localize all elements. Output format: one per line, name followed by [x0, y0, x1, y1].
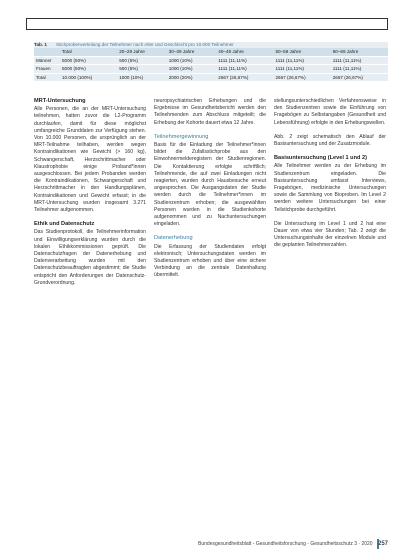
paragraph: Alle Personen, die an der MRT-Untersuchung teilnehmen, hatten zuvor die L2-Programm durchlaufen, damit für diese möglichst umfangreiche Grunddaten zur Verfügung stehen. Von 10.000 Personen, die ursprünglich an der MRT-Teilnahme teilhaben, werden wegen Kontraindikationen wie Gewicht (> 160 kg), Schwangerschaft, Herzschrittmacher oder Klaustrophobie einige Proband*innen ausgeschlossen. Bei jedem Probanden werden die Kontraindikationen, Schwangerschaft und Herzschrittmacher in den Handlungsplänen, Kontraindikationen und Gewicht erfasst; in die MRT-Untersuchung wurden insgesamt 3.271 Teilnehmer aufgenommen. — [34, 106, 146, 214]
table-cell: 1111 (11,11%) — [274, 56, 331, 65]
page-footer — [0, 541, 388, 547]
page-number: 257 — [377, 541, 388, 547]
table-cell: Total — [34, 73, 60, 82]
paragraph: stellungsunterschiedlichen Verfahrensweise in den Studienzentren sowie die Einführung von Fragebögen zu Selbstangaben (Gesundheit und Lebensführung) erfolgte in den Erhebungswellen. — [274, 98, 386, 126]
table-header-cell: 40–49 Jahre — [216, 48, 273, 56]
table-cell: 1000 (10%) — [167, 56, 217, 65]
table-cell: 2667 (26,67%) — [216, 73, 273, 82]
section-heading: Basisuntersuchung (Level 1 und 2) — [274, 155, 367, 162]
table-label: Tab. 1 — [34, 42, 47, 47]
table-header-row — [34, 48, 388, 56]
paragraph: Die Erfassung der Studiendaten erfolgt elektronisch; Untersuchungsdaten werden im Studienzentrum erhoben und über eine sichere Verbindung an die zentrale Datenhaltung übermittelt. — [154, 243, 266, 279]
table-header-cell: 50–59 Jahre — [274, 48, 331, 56]
table-cell: 1111 (11,11%) — [216, 65, 273, 74]
paragraph: Abb. 2 zeigt schematisch den Ablauf der Basisuntersuchung und der Zusatzmodule. — [274, 133, 386, 148]
table-cell: 1111 (11,11%) — [331, 65, 388, 74]
column-2 — [154, 98, 266, 530]
table-cell: Frauen — [34, 65, 60, 74]
table-cell: 1111 (11,11%) — [331, 56, 388, 65]
table-header-cell — [34, 48, 60, 56]
table-cell: 2667 (26,67%) — [274, 73, 331, 82]
journal-line: Bundesgesundheitsblatt - Gesundheitsforschung - Gesundheitsschutz 3 · 2020 — [198, 541, 373, 547]
section-heading: Teilnehmergewinnung — [154, 133, 209, 140]
paragraph: Alle Teilnehmer werden zu der Erhebung im Studienzentrum eingeladen. Die Basisuntersuchung umfasst Interviews, Fragebögen, medizinische Untersuchungen sowie die Sammlung von Bioproben. Im Level 2 werden weitere Untersuchungen bei einer Teilstichprobe durchgeführt. — [274, 163, 386, 213]
body-columns — [34, 98, 388, 530]
table-row — [34, 56, 388, 65]
column-3 — [274, 98, 386, 530]
table-row — [34, 73, 388, 82]
column-1 — [34, 98, 146, 530]
table-header-cell: 30–39 Jahre — [167, 48, 217, 56]
table-cell: 500 (5%) — [117, 56, 167, 65]
table-cell: 10.000 (100%) — [60, 73, 117, 82]
table-caption-text: Stichprobenverteilung der Teilnehmer nach Alter und Geschlecht pro 10.000 Teilnehmer — [56, 42, 234, 47]
table-cell: 1000 (10%) — [117, 73, 167, 82]
sample-table — [34, 48, 388, 82]
section-heading: Datenerhebung — [154, 235, 193, 242]
paragraph: Die Untersuchung im Level 1 und 2 hat eine Dauer von etwa vier Stunden; Tab. 2 zeigt die Untersuchungsinhalte der einzelnen Module und die geplanten Teilnehmerzahlen. — [274, 220, 386, 249]
header-box — [26, 18, 388, 30]
table-row — [34, 65, 388, 74]
table-cell: 2000 (20%) — [167, 73, 217, 82]
paragraph: Basis für die Einladung der Teilnehmer*innen bildet die Zufallsstichprobe aus den Einwohnermelderegistern der Studienregionen. Die Kontaktierung erfolgte schriftlich; Teilnehmende, die auf zwei Einladungen nicht reagierten, wurden durch Hausbesuche erneut angesprochen. Die Ausgangsdaten der Studie werden durch die Teilnehmer*innen im Studienzentrum erhoben; die ausgewählten Personen wurden in die Studienkohorte aufgenommen und zu Nachuntersuchungen eingeladen. — [154, 142, 266, 228]
table-cell: 1111 (11,11%) — [274, 65, 331, 74]
table-cell: 2667 (26,67%) — [331, 73, 388, 82]
table-block — [34, 42, 388, 82]
table-cell: 5000 (50%) — [60, 65, 117, 74]
table-header-cell: 20–29 Jahre — [117, 48, 167, 56]
table-cell: 5000 (50%) — [60, 56, 117, 65]
paragraph: neuropsychiatrischen Erhebungen und die Ergebnisse im Gesundheitsbericht werden den Teilnehmenden zum Abschluss mitgeteilt; die Erhebung der Kohorte dauert etwa 12 Jahre. — [154, 98, 266, 126]
table-cell: 1000 (10%) — [167, 65, 217, 74]
table-header-cell: 60–69 Jahre — [331, 48, 388, 56]
table-header-cell: Total — [60, 48, 117, 56]
table-cell: Männer — [34, 56, 60, 65]
table-cell: 500 (5%) — [117, 65, 167, 74]
paragraph: Das Studienprotokoll, die Teilnehmerinformation und Einwilligungserklärung wurden durch die lokalen Ethikkommissionen geprüft. Die Datenschutzfragen der Datenerhebung und Datenverarbeitung wurden mit den Datenschutzbeauftragten abgestimmt; die Studie entspricht den Anforderungen der Datenschutz-Grundverordnung. — [34, 229, 146, 286]
section-heading: Ethik und Datenschutz — [34, 221, 95, 228]
section-heading: MRT-Untersuchung — [34, 98, 86, 104]
table-cell: 1111 (11,11%) — [216, 56, 273, 65]
